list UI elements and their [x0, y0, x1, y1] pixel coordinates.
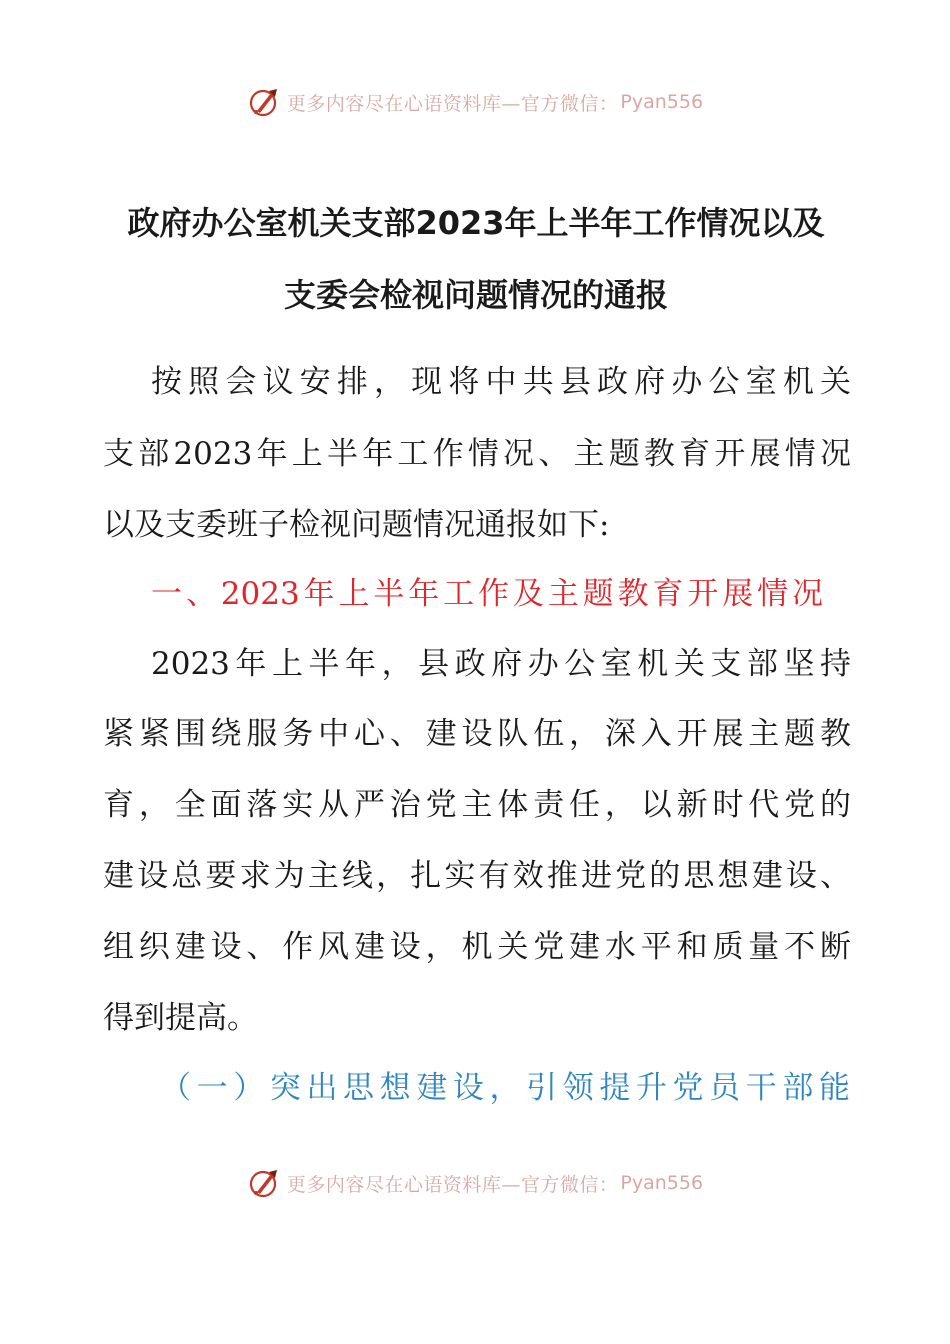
section-1-line-3: 育，全面落实从严治党主体责任，以新时代党的	[103, 787, 851, 823]
header-banner-code: Pyan556	[620, 91, 704, 113]
subsection-1-heading: （一）突出思想建设，引领提升党员干部能	[160, 1070, 850, 1106]
intro-line-1: 按照会议安排，现将中共县政府办公室机关	[151, 364, 851, 400]
footer-banner-text: 更多内容尽在心语资料库—官方微信：	[286, 1173, 619, 1196]
document-title-line-2: 支委会检视问题情况的通报	[283, 276, 668, 314]
section-1-line-2: 紧紧围绕服务中心、建设队伍，深入开展主题教	[103, 716, 851, 752]
quill-pen-logo-icon	[247, 85, 281, 119]
footer-banner-code: Pyan556	[620, 1172, 704, 1194]
intro-line-3: 以及支委班子检视问题情况通报如下:	[103, 507, 610, 543]
section-1-line-4: 建设总要求为主线，扎实有效推进党的思想建设、	[103, 858, 851, 894]
section-1-line-1: 2023年上半年，县政府办公室机关支部坚持	[151, 646, 851, 682]
document-title-line-1: 政府办公室机关支部2023年上半年工作情况以及	[127, 204, 825, 242]
footer-banner	[0, 1163, 950, 1203]
header-banner-text: 更多内容尽在心语资料库—官方微信：	[286, 92, 619, 115]
section-1-line-5: 组织建设、作风建设，机关党建水平和质量不断	[103, 929, 851, 965]
quill-pen-logo-icon	[247, 1166, 281, 1200]
section-1-heading: 一、2023年上半年工作及主题教育开展情况	[151, 576, 823, 612]
header-banner	[0, 82, 950, 122]
section-1-line-6: 得到提高。	[103, 1000, 258, 1036]
intro-line-2: 支部2023年上半年工作情况、主题教育开展情况	[103, 436, 851, 472]
